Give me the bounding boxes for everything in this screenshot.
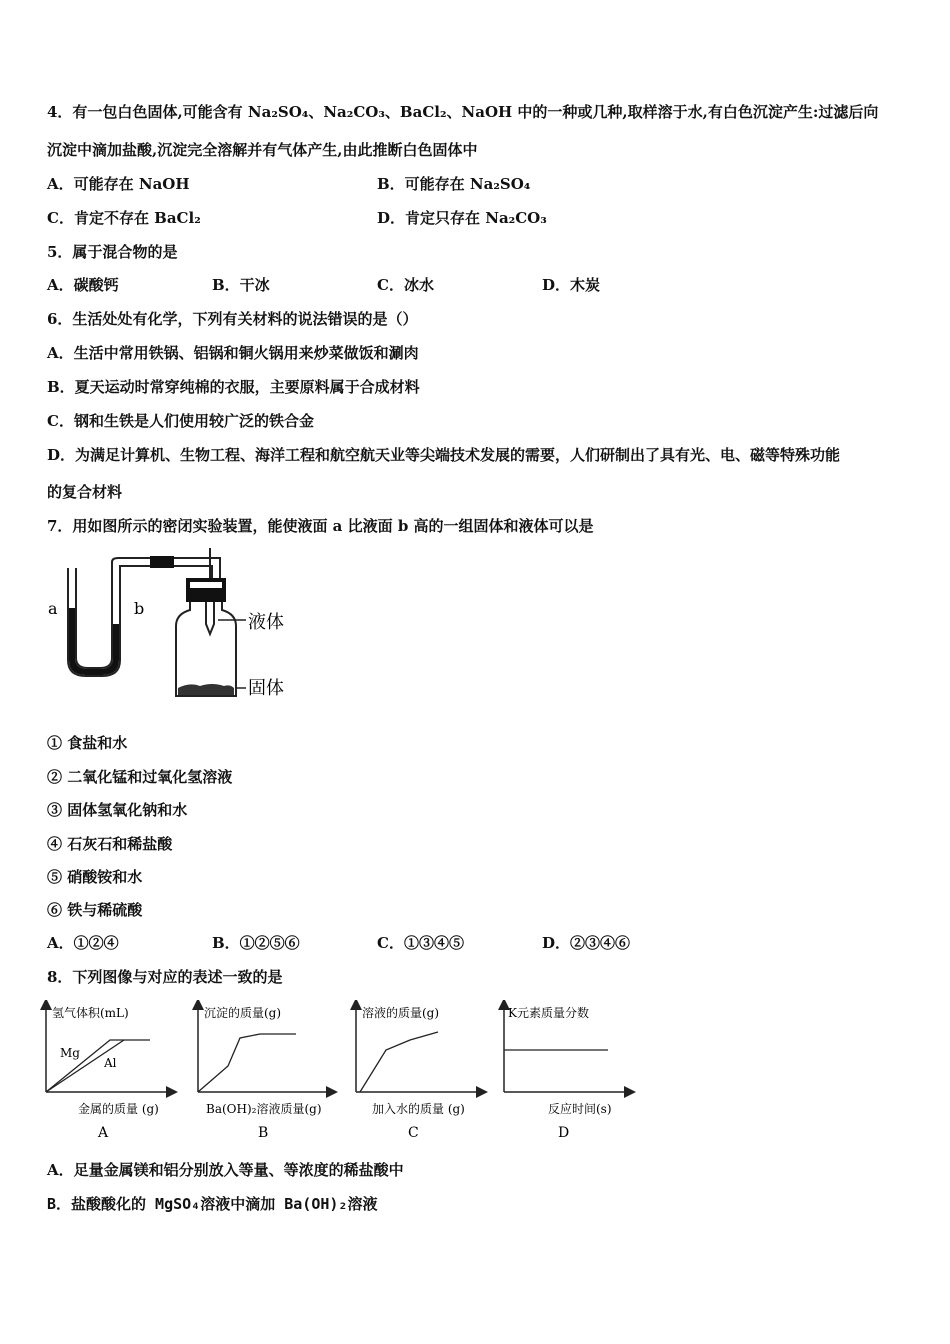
q7-option-d: D．②③④⑥ <box>542 934 631 952</box>
graph-b-line <box>198 1034 296 1092</box>
q7-item-5: ⑤ 硝酸铵和水 <box>47 868 143 886</box>
q8-stem: 8．下列图像与对应的表述一致的是 <box>47 968 283 986</box>
q7-option-b: B．①②⑤⑥ <box>212 934 300 952</box>
q6-option-a: A．生活中常用铁锅、铝锅和铜火锅用来炒菜做饭和涮肉 <box>47 344 419 362</box>
q7-item-2: ② 二氧化锰和过氧化氢溶液 <box>47 768 233 786</box>
q4-stem-line1: 4．有一包白色固体,可能含有 Na₂SO₄、Na₂CO₃、BaCl₂、NaOH 中的一种或几种,取样溶于水,有白色沉淀产生:过滤后向 <box>47 103 879 121</box>
label-liquid: 液体 <box>248 612 284 633</box>
graph-d-ylabel: K元素质量分数 <box>508 1006 589 1020</box>
q5-option-c: C．冰水 <box>377 276 434 294</box>
q6-option-d-line1: D．为满足计算机、生物工程、海洋工程和航空航天业等尖端技术发展的需要，人们研制出了具有光、电、磁等特殊功能 <box>47 446 841 464</box>
q7-item-3: ③ 固体氢氧化钠和水 <box>47 801 188 819</box>
bottle-stopper <box>186 578 226 602</box>
q6-option-d-line2: 的复合材料 <box>47 483 123 501</box>
graph-d-xlabel: 反应时间(s) <box>548 1102 612 1116</box>
graph-b-xlabel: Ba(OH)₂溶液质量(g) <box>206 1102 322 1116</box>
label-b: b <box>134 599 145 618</box>
q4-stem-line2: 沉淀中滴加盐酸,沉淀完全溶解并有气体产生,由此推断白色固体中 <box>47 141 478 159</box>
q4-option-a: A．可能存在 NaOH <box>47 175 190 193</box>
q7-item-4: ④ 石灰石和稀盐酸 <box>47 835 173 853</box>
q4-option-c: C．肯定不存在 BaCl₂ <box>47 209 201 227</box>
graph-a-series-al: Al <box>104 1056 117 1070</box>
q6-stem: 6．生活处处有化学，下列有关材料的说法错误的是（） <box>47 310 418 328</box>
q4-option-d: D．肯定只存在 Na₂CO₃ <box>377 209 547 227</box>
graph-d-letter: D <box>558 1125 570 1141</box>
solid-layer <box>178 684 234 695</box>
q7-item-1: ① 食盐和水 <box>47 734 128 752</box>
graph-a-letter: A <box>98 1125 109 1141</box>
q6-option-c: C．钢和生铁是人们使用较广泛的铁合金 <box>47 412 314 430</box>
q7-apparatus-figure <box>40 548 310 708</box>
q8-option-b: B．盐酸酸化的 MgSO₄溶液中滴加 Ba(OH)₂溶液 <box>47 1195 378 1213</box>
graph-a <box>46 1004 172 1141</box>
graph-c-line <box>360 1032 438 1092</box>
graph-a-series-mg: Mg <box>60 1046 80 1060</box>
q5-option-a: A．碳酸钙 <box>47 276 119 294</box>
graph-a-xlabel: 金属的质量 (g) <box>78 1102 159 1116</box>
u-tube <box>68 568 120 676</box>
q6-option-b: B．夏天运动时常穿纯棉的衣服，主要原料属于合成材料 <box>47 378 420 396</box>
graph-c <box>356 1004 482 1141</box>
graph-c-ylabel: 溶液的质量(g) <box>362 1006 440 1020</box>
label-solid: 固体 <box>248 678 284 699</box>
q4-option-b: B．可能存在 Na₂SO₄ <box>377 175 531 193</box>
graph-c-letter: C <box>408 1125 419 1141</box>
graph-a-ylabel: 氢气体积(mL) <box>52 1006 129 1020</box>
q7-option-c: C．①③④⑤ <box>377 934 464 952</box>
q7-item-6: ⑥ 铁与稀硫酸 <box>47 901 143 919</box>
q7-stem: 7．用如图所示的密闭实验装置，能使液面 a 比液面 b 高的一组固体和液体可以是 <box>47 517 594 535</box>
graph-b-letter: B <box>258 1125 269 1141</box>
q5-option-d: D．木炭 <box>542 276 601 294</box>
q5-option-b: B．干冰 <box>212 276 270 294</box>
graph-d <box>504 1004 630 1141</box>
graph-b <box>198 1004 332 1141</box>
graph-b-ylabel: 沉淀的质量(g) <box>204 1006 282 1020</box>
q8-option-a: A．足量金属镁和铝分别放入等量、等浓度的稀盐酸中 <box>47 1161 404 1179</box>
q8-graphs-figure <box>40 1000 640 1145</box>
label-a: a <box>48 599 58 618</box>
q7-option-a: A．①②④ <box>47 934 119 952</box>
graph-c-xlabel: 加入水的质量 (g) <box>372 1102 465 1116</box>
q5-stem: 5．属于混合物的是 <box>47 243 178 261</box>
rubber-connector <box>150 556 174 568</box>
